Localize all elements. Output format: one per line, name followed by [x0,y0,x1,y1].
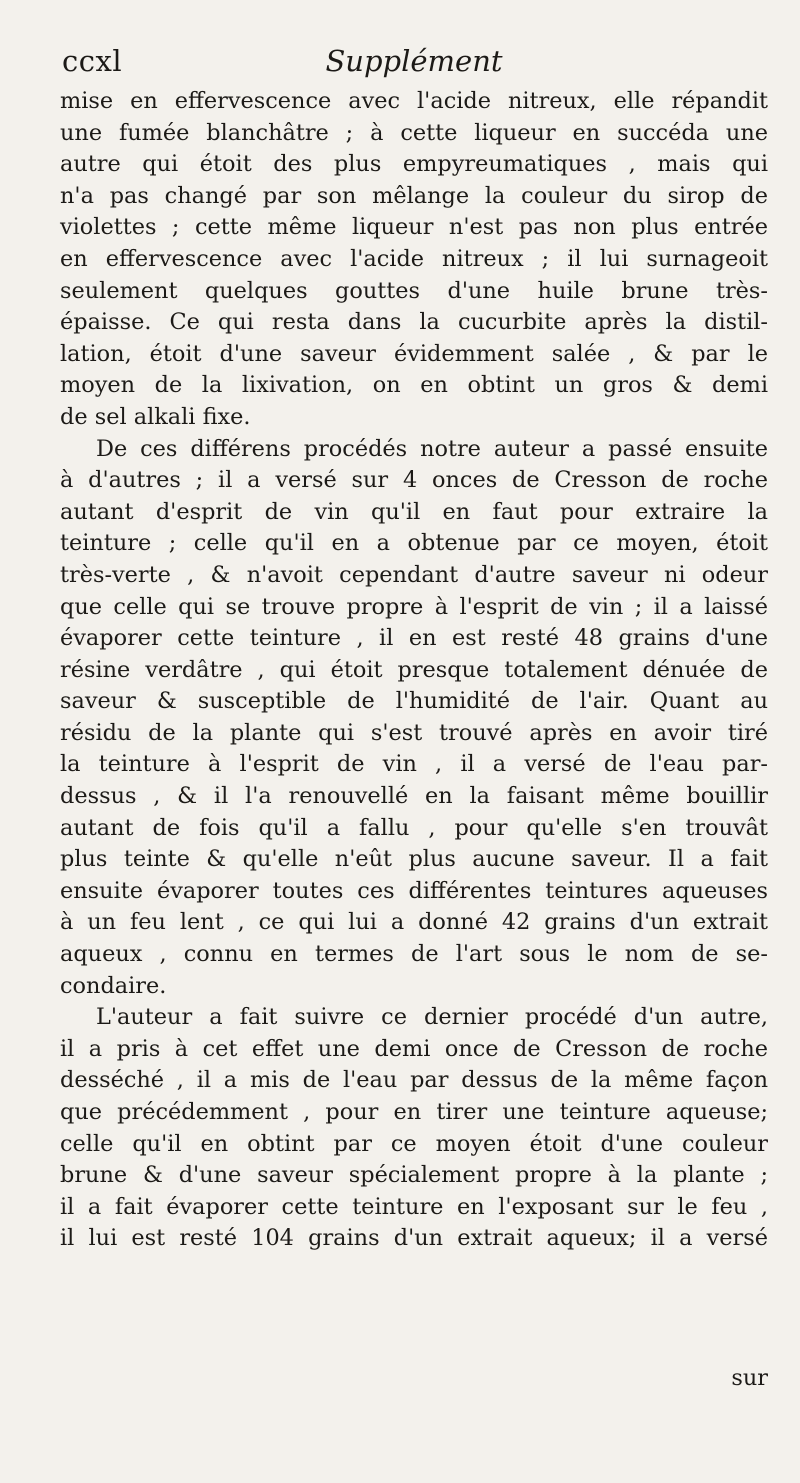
text-line: il a fait évaporer cette teinture en l'exposant sur le feu , [60,1193,768,1220]
text-line: moyen de la lixivation, on en obtint un gros & demi [60,372,768,399]
text-line: De ces différens procédés notre auteur a passé ensuite [96,435,768,462]
text-line: n'a pas changé par son mêlange la couleur du sirop de [60,182,768,209]
text-line: résidu de la plante qui s'est trouvé après en avoir tiré [60,719,768,746]
text-line: brune & d'une saveur spécialement propre à la plante ; [60,1162,768,1189]
text-line: plus teinte & qu'elle n'eût plus aucune saveur. Il a fait [60,846,768,873]
text-line: il a pris à cet effet une demi once de Cresson de roche [60,1035,768,1062]
text-line: celle qu'il en obtint par ce moyen étoit d'une couleur [60,1130,768,1157]
body-text [60,86,768,1255]
text-line: évaporer cette teinture , il en est resté 48 grains d'une [60,625,768,652]
text-line: la teinture à l'esprit de vin , il a versé de l'eau par- [60,751,768,778]
text-line: L'auteur a fait suivre ce dernier procédé d'un autre, [96,1004,768,1031]
paragraph [60,434,768,1003]
text-line: que précédemment , pour en tirer une teinture aqueuse; [60,1099,768,1125]
text-line: de sel alkali fixe. [60,403,251,430]
running-title: Supplément [325,44,503,78]
text-line: violettes ; cette même liqueur n'est pas non plus entrée [60,214,768,241]
text-line: très-verte , & n'avoit cependant d'autre saveur ni odeur [60,561,768,588]
text-line: autant d'esprit de vin qu'il en faut pour extraire la [60,498,768,525]
text-line: desséché , il a mis de l'eau par dessus de la même façon [60,1067,768,1094]
text-line: teinture ; celle qu'il en a obtenue par ce moyen, étoit [60,530,768,557]
catchword: sur [731,1365,768,1391]
text-line: aqueux , connu en termes de l'art sous le nom de se- [60,941,768,968]
text-line: une fumée blanchâtre ; à cette liqueur en succéda une [60,119,768,146]
text-line: seulement quelques gouttes d'une huile brune très- [60,277,768,304]
text-line: lation, étoit d'une saveur évidemment salée , & par le [60,340,768,367]
text-line: autant de fois qu'il a fallu , pour qu'elle s'en trouvât [60,814,768,841]
folio-page-number: ccxl [62,44,123,78]
text-line: épaisse. Ce qui resta dans la cucurbite après la distil- [60,309,768,336]
paragraph [60,86,768,434]
text-line: autre qui étoit des plus empyreumatiques , mais qui [60,151,768,178]
text-line: en effervescence avec l'acide nitreux ; il lui surnageoit [60,245,768,272]
text-line: il lui est resté 104 grains d'un extrait aqueux; il a versé [60,1225,768,1252]
text-line: ensuite évaporer toutes ces différentes teintures aqueuses [60,877,768,904]
text-line: dessus , & il l'a renouvellé en la faisant même bouillir [60,783,768,810]
text-line: condaire. [60,972,167,999]
text-line: à un feu lent , ce qui lui a donné 42 grains d'un extrait [60,909,768,936]
text-line: mise en effervescence avec l'acide nitreux, elle répandit [60,88,768,114]
text-line: résine verdâtre , qui étoit presque totalement dénuée de [60,656,768,683]
text-line: que celle qui se trouve propre à l'esprit de vin ; il a laissé [60,593,768,620]
text-line: saveur & susceptible de l'humidité de l'air. Quant au [60,688,768,715]
page-header [60,44,768,86]
paragraph [60,1002,768,1255]
text-line: à d'autres ; il a versé sur 4 onces de Cresson de roche [60,467,768,494]
